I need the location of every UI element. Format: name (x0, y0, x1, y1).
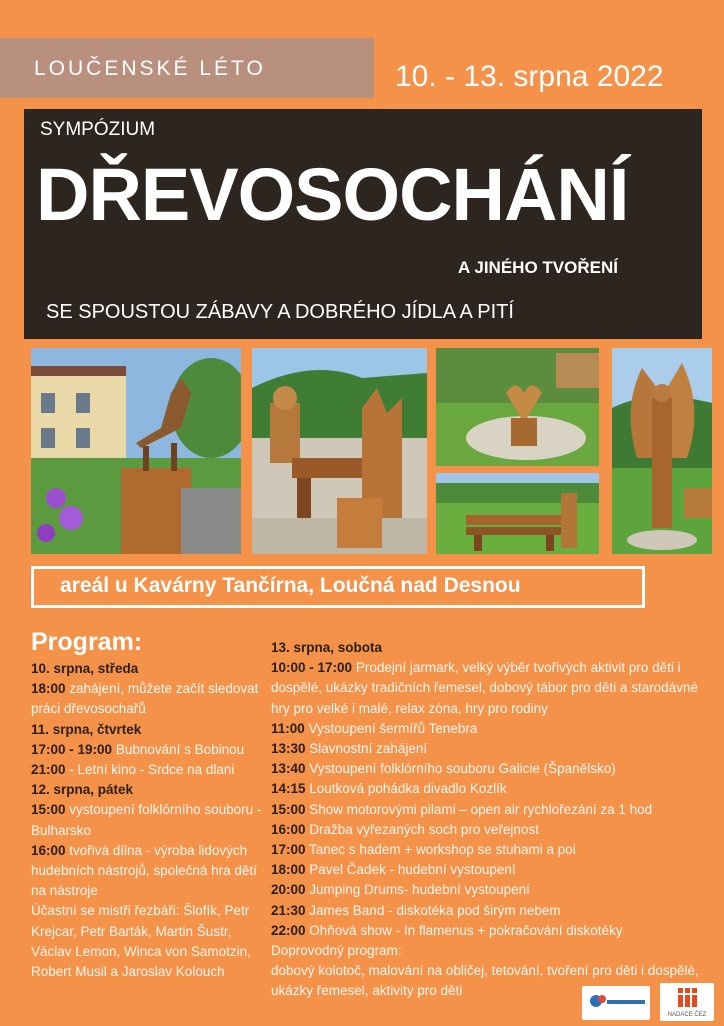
time-label: 21:00 (31, 762, 66, 778)
day-label: 10. srpna, středa (31, 661, 139, 676)
main-title: DŘEVOSOCHÁNÍ (36, 153, 629, 236)
item-text: - Letní kino - Srdce na dlani (65, 762, 235, 778)
program-item (31, 841, 269, 902)
item-text: dobový kolotoč, malování na obličej, tetování, tvoření pro děti i dospělé, ukázky řemesel, aktivity pro děti (271, 963, 699, 999)
day-label: 12. srpna, pátek (31, 782, 134, 798)
time-label: 17:00 - 19:00 (31, 741, 113, 757)
time-label: 13:30 (271, 741, 306, 757)
program-item (271, 941, 711, 961)
program-day-heading (31, 780, 269, 800)
program-day-heading (31, 659, 269, 679)
item-text: James Band - diskotéka pod širým nebem (305, 902, 561, 918)
venue-text: areál u Kavárny Tančírna, Loučná nad Desnou (60, 574, 521, 597)
program-item (271, 840, 711, 860)
program-day-heading (271, 638, 711, 658)
program-item (271, 739, 711, 759)
item-text: Účastní se mistři řezbáři: Šlofík, Petr Krejcar, Petr Barták, Martin Šustr, Václav Lemon, Winca von Samotzin, Robert Musil a Jaroslav Kolouch (31, 903, 251, 980)
program-item (271, 759, 711, 779)
program-item (31, 679, 269, 719)
and-more-label: A JINÉHO TVOŘENÍ (458, 258, 618, 277)
item-text: Show motorovými pilami – open air rychlořezání za 1 hod (305, 801, 653, 817)
program-item (271, 779, 711, 799)
program-item (271, 901, 711, 921)
program-item (271, 880, 711, 900)
item-text: zahájení, můžete začít sledovat práci dřevosochařů (31, 681, 259, 717)
sympozium-label: SYMPÓZIUM (40, 119, 156, 140)
time-label: 16:00 (271, 821, 306, 837)
time-label: 16:00 (31, 842, 66, 858)
nadace-cez-label: NADACE ČEZ (667, 1012, 707, 1018)
program-item (271, 658, 711, 719)
time-label: 13:40 (271, 761, 306, 777)
time-label: 20:00 (271, 882, 306, 898)
program-item (271, 800, 711, 820)
program-right-column (271, 638, 711, 1002)
item-text: tvořivá dílna - výroba lidových hudebních nástrojů, společná hra dětí na nástroje (31, 842, 257, 899)
program-item (31, 800, 269, 840)
item-text: Doprovodný program: (271, 943, 402, 959)
time-label: 21:30 (271, 902, 306, 918)
time-label: 18:00 (31, 681, 66, 697)
item-text: Vystoupení šermířů Tenebra (304, 720, 478, 736)
fun-tagline: SE SPOUSTOU ZÁBAVY A DOBRÉHO JÍDLA A PITÍ (46, 301, 514, 323)
day-label: 13. srpna, sobota (271, 640, 383, 655)
photo-carved-bench (436, 473, 599, 554)
photo-bench-sculpture (252, 348, 427, 554)
item-text: Pavel Čadek - hudební vystoupení (305, 862, 516, 878)
program-item (31, 760, 269, 780)
nadace-cez-logo (660, 983, 714, 1021)
photo-ibex-sculpture (31, 348, 241, 554)
time-label: 15:00 (271, 801, 306, 817)
program-item (271, 921, 711, 941)
program-item (31, 901, 269, 982)
time-label: 18:00 (271, 862, 306, 878)
event-dates: 10. - 13. srpna 2022 (395, 60, 664, 93)
item-text: Jumping Drums- hudební vystoupení (305, 882, 530, 898)
time-label: 11:00 (271, 720, 305, 736)
item-text: Slavnostní zahájení (305, 741, 428, 757)
day-label: 11. srpna, čtvrtek (31, 721, 142, 737)
program-item (271, 820, 711, 840)
program-item (271, 719, 711, 739)
photo-heart-chair (436, 348, 599, 466)
item-text: Dražba vyřezaných soch pro veřejnost (305, 821, 539, 837)
item-text: Loutková pohádka divadlo Kozlík (305, 781, 507, 797)
program-heading: Program: (31, 628, 143, 656)
program-left-column (31, 659, 269, 982)
time-label: 14:15 (271, 781, 306, 797)
item-text: Bubnování s Bobinou (112, 741, 245, 757)
photo-angel-sculpture (612, 348, 712, 554)
program-item (31, 740, 269, 760)
item-text: Vystoupení folklórního souboru Galicie (Španělsko) (305, 761, 616, 777)
season-title: LOUČENSKÉ LÉTO (34, 57, 266, 80)
time-label: 10:00 - 17:00 (271, 660, 353, 676)
time-label: 15:00 (31, 802, 66, 818)
program-item (271, 860, 711, 880)
time-label: 17:00 (271, 842, 306, 858)
program-day-heading (31, 720, 269, 740)
item-text: Ohňová show - In flamenus + pokračování diskotéky (305, 922, 623, 938)
time-label: 22:00 (271, 922, 306, 938)
olomoucky-kraj-logo (582, 986, 650, 1020)
item-text: vystoupení folklórního souboru - Bulharsko (31, 802, 262, 838)
item-text: Prodejní jarmark, velký výběr tvořivých aktivit pro děti i dospělé, ukázky tradičních řemesel, dobový tábor pro děti a starodávné hry pro velké i malé, relax zóna, hry pro rodiny (271, 660, 698, 716)
item-text: Tanec s hadem + workshop se stuhami a poi (305, 842, 576, 858)
